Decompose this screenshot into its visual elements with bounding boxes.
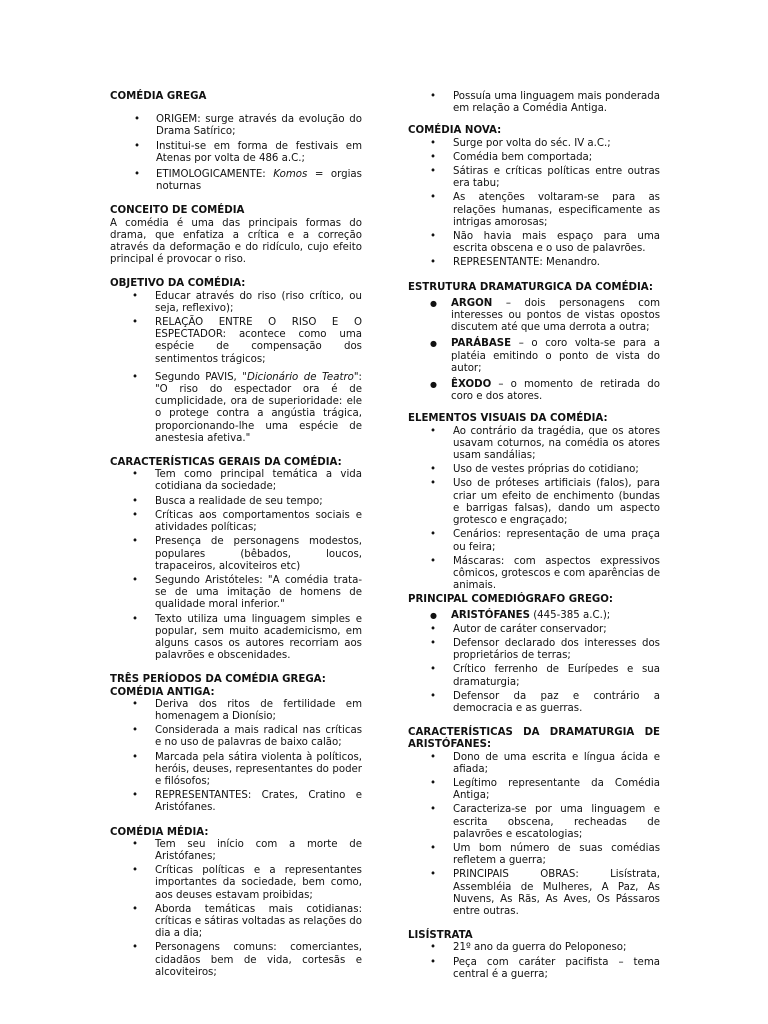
etymology-prefix: ETIMOLOGICAMENTE:	[156, 169, 274, 181]
list-item: • Máscaras: com aspectos expressivos cômicos, grotescos e com aparências de animais.	[408, 556, 660, 593]
list-item	[408, 298, 660, 335]
list-item-etymology	[110, 169, 362, 193]
list-item: • Uso de próteses artificiais (falos), para criar um efeito de enchimento (bundas e barrigas falsas), dando um aspecto grotesco e engraçado;	[408, 478, 660, 527]
term-exodo: ÊXODO	[451, 379, 492, 391]
list-item: • Marcada pela sátira violenta à políticos, heróis, deuses, representantes do poder e filósofos;	[110, 752, 362, 789]
section-title-tres-periodos: TRÊS PERÍODOS DA COMÉDIA GREGA:	[110, 674, 326, 686]
list-item: • Texto utiliza uma linguagem simples e popular, sem muito academicismo, em alguns casos os autores recorriam aos palavrões e obscenidades.	[110, 614, 362, 663]
list-item: • Tem seu início com a morte de Aristófanes;	[110, 839, 362, 863]
list-item: • Críticas políticas e a representantes importantes da sociedade, bem como, aos deuses estavam proibidas;	[110, 865, 362, 902]
right-column	[408, 91, 660, 983]
list-item: • Sátiras e críticas políticas entre outras era tabu;	[408, 166, 660, 190]
list-item: • 21º ano da guerra do Peloponeso;	[408, 942, 660, 954]
section-title-comedia-grega: COMÉDIA GREGA	[110, 91, 207, 102]
list-item: • Possuía uma linguagem mais ponderada em relação a Comédia Antiga.	[408, 91, 660, 115]
list-item: • Caracteriza-se por uma linguagem e escrita obscena, recheadas de palavrões e escatologias;	[408, 804, 660, 841]
list-item: • RELAÇÃO ENTRE O RISO E O ESPECTADOR: acontece como uma espécie de compensação dos sentimentos trágicos;	[110, 317, 362, 366]
section-title-caracteristicas-aristofanes: CARACTERÍSTICAS DA DRAMATURGIA DE ARISTÓFANES:	[408, 727, 660, 751]
list-item: • Dono de uma escrita e língua ácida e afiada;	[408, 752, 660, 776]
list-item: • Considerada a mais radical nas críticas e no uso de palavras de baixo calão;	[110, 725, 362, 749]
list-item: • Surge por volta do séc. IV a.C.;	[408, 138, 660, 150]
list-item: • Comédia bem comportada;	[408, 152, 660, 164]
list-item: • Críticas aos comportamentos sociais e atividades políticas;	[110, 510, 362, 534]
section-title-conceito: CONCEITO DE COMÉDIA	[110, 205, 245, 217]
aristofanes-heading-list	[408, 610, 660, 622]
list-item: • Legítimo representante da Comédia Antiga;	[408, 778, 660, 802]
list-item	[408, 338, 660, 375]
caracteristicas-aristofanes-list	[408, 752, 660, 919]
section-title-lisistrata: LISÍSTRATA	[408, 930, 473, 942]
list-item: • Cenários: representação de uma praça ou feira;	[408, 529, 660, 553]
list-item: • Ao contrário da tragédia, que os atores usavam coturnos, na comédia os atores usam sandálias;	[408, 426, 660, 463]
list-item: • ORIGEM: surge através da evolução do Drama Satírico;	[110, 114, 362, 138]
objetivo-list	[110, 291, 362, 445]
pavis-title: Dicionário de Teatro	[246, 371, 354, 383]
list-item: • Uso de vestes próprias do cotidiano;	[408, 464, 660, 476]
left-column	[110, 91, 362, 981]
estrutura-list	[408, 298, 660, 404]
list-item	[408, 610, 660, 622]
comedia-antiga-list	[110, 699, 362, 815]
list-item: • Segundo Aristóteles: "A comédia trata-se de uma imitação de homens de qualidade moral inferior."	[110, 575, 362, 612]
section-title-principal-comediografo: PRINCIPAL COMEDIÓGRAFO GREGO:	[408, 594, 614, 606]
elementos-visuais-list	[408, 426, 660, 593]
list-item: • PRINCIPAIS OBRAS: Lisístrata, Assembléia de Mulheres, A Paz, As Nuvens, As Rãs, As Aves, Os Pássaros entre outras.	[408, 869, 660, 918]
subsection-title-comedia-antiga: COMÉDIA ANTIGA:	[110, 686, 215, 698]
list-item-pavis	[110, 372, 362, 445]
list-item: • Busca a realidade de seu tempo;	[110, 496, 362, 508]
term-argon: ARGON	[451, 297, 493, 309]
comedia-media-continued-list	[408, 91, 660, 115]
list-item: • As atenções voltaram-se para as relações humanas, especificamente as intrigas amorosas;	[408, 192, 660, 229]
list-item: • Tem como principal temática a vida cotidiana da sociedade;	[110, 469, 362, 493]
section-title-comedia-media: COMÉDIA MÉDIA:	[110, 826, 209, 838]
comedia-nova-list	[408, 138, 660, 270]
list-item: • REPRESENTANTES: Crates, Cratino e Aristófanes.	[110, 790, 362, 814]
term-parabase: PARÁBASE	[451, 338, 512, 350]
comedia-grega-list	[110, 114, 362, 193]
list-item: • Aborda temáticas mais cotidianas: críticas e sátiras voltadas as relações do dia a dia;	[110, 904, 362, 941]
list-item: • Institui-se em forma de festivais em Atenas por volta de 486 a.C.;	[110, 141, 362, 165]
lisistrata-list	[408, 942, 660, 981]
term-description: – dois personagens com interesses ou pontos de vistas opostos discutem até que uma derrota a outra;	[451, 297, 660, 334]
section-title-elementos-visuais: ELEMENTOS VISUAIS DA COMÉDIA:	[408, 413, 608, 425]
list-item: • Crítico ferrenho de Eurípedes e sua dramaturgia;	[408, 664, 660, 688]
list-item: • Defensor declarado dos interesses dos proprietários de terras;	[408, 638, 660, 662]
list-item: • Defensor da paz e contrário a democracia e as guerras.	[408, 691, 660, 715]
list-item	[408, 379, 660, 403]
term-aristofanes: ARISTÓFANES	[451, 609, 530, 621]
list-item: • Peça com caráter pacifista – tema central é a guerra;	[408, 957, 660, 981]
section-title-estrutura: ESTRUTURA DRAMATURGICA DA COMÉDIA:	[408, 281, 653, 293]
comediografo-list	[408, 624, 660, 715]
etymology-suffix: = orgias noturnas	[156, 169, 362, 193]
term-description: – o coro volta-se para a platéia emitindo o ponto de vista do autor;	[451, 338, 660, 374]
caracteristicas-gerais-list	[110, 469, 362, 662]
list-item: • Educar através do riso (riso crítico, ou seja, reflexivo);	[110, 291, 362, 315]
list-item: • Presença de personagens modestos, populares (bêbados, loucos, trapaceiros, alcoviteiros etc)	[110, 536, 362, 573]
list-item: • Personagens comuns: comerciantes, cidadãos bem de vida, cortesãs e alcoviteiros;	[110, 942, 362, 979]
term-description: – o momento de retirada do coro e dos atores.	[451, 379, 660, 403]
list-item: • Não havia mais espaço para uma escrita obscena e o uso de palavrões.	[408, 231, 660, 255]
pavis-rest: ": "O riso do espectador ora é de cumplicidade, ora de superioridade: ele o protege contra a angústia trágica, proporcionando-lhe uma espécie de anestesia afetiva."	[155, 371, 362, 444]
list-item: • Autor de caráter conservador;	[408, 624, 660, 636]
section-title-comedia-nova: COMÉDIA NOVA:	[408, 125, 502, 137]
section-title-objetivo: OBJETIVO DA COMÉDIA:	[110, 278, 246, 290]
aristofanes-dates: (445-385 a.C.);	[529, 609, 611, 621]
list-item: • Deriva dos ritos de fertilidade em homenagem a Dionísio;	[110, 699, 362, 723]
pavis-prefix: Segundo PAVIS, "	[155, 371, 247, 383]
etymology-term: Komos	[273, 169, 308, 181]
section-title-caracteristicas-gerais: CARACTERÍSTICAS GERAIS DA COMÉDIA:	[110, 457, 342, 469]
list-item: • REPRESENTANTE: Menandro.	[408, 257, 660, 269]
comedia-media-list	[110, 839, 362, 979]
conceito-paragraph: A comédia é uma das principais formas do drama, que enfatiza a crítica e a correção através da deformação e do ridículo, cujo efeito principal é provocar o riso.	[110, 217, 362, 266]
list-item: • Um bom número de suas comédias refletem a guerra;	[408, 843, 660, 867]
